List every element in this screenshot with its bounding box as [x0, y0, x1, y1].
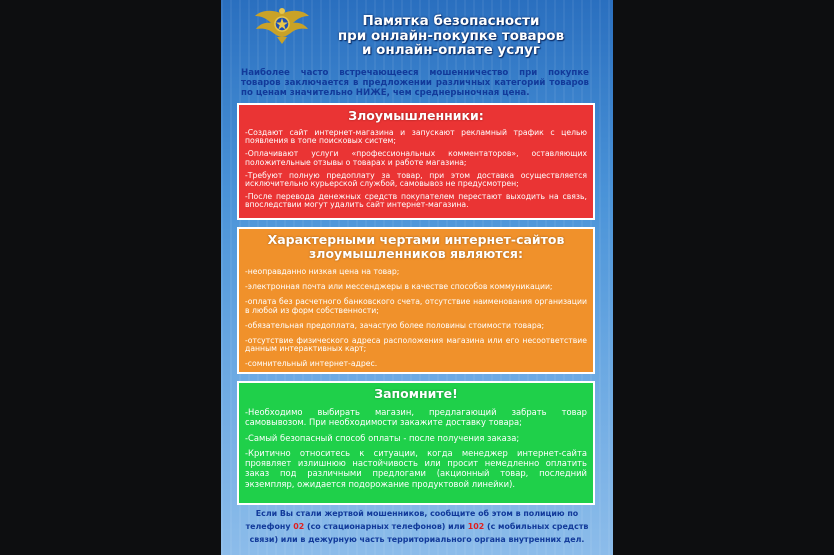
features-title-line-2: злоумышленников являются:	[309, 246, 523, 261]
police-contact-note	[235, 507, 599, 546]
fraudsters-list	[239, 129, 593, 210]
list-item: -Самый безопасный способ оплаты - после получения заказа;	[245, 432, 520, 443]
list-item: -Необходимо выбирать магазин, предлагающий забрать товар самовывозом. При необходимости закажите доставку товара;	[245, 407, 587, 428]
footer-text-2: (со стационарных телефонов) или	[304, 522, 468, 531]
footer-text-3: (с мобильных средств связи) или в дежурную часть территориального органа внутренних дел.	[249, 522, 589, 544]
features-title	[239, 233, 593, 261]
list-item: -отсутствие физического адреса расположения магазина или его несоответствие данным интерактивных карт;	[245, 336, 587, 354]
features-box	[237, 227, 595, 374]
emergency-number-102: 102	[467, 522, 485, 531]
remember-list	[239, 407, 593, 489]
intro-text: Наиболее часто встречающееся мошенничество при покупке товаров заключается в предложении различных категорий товаров по ценам значительно НИЖЕ, чем среднерыночная цена.	[241, 68, 589, 98]
remember-box	[237, 381, 595, 505]
list-item: -сомнительный интернет-адрес.	[245, 359, 378, 369]
safety-memo-poster	[221, 0, 613, 555]
list-item: -неоправданно низкая цена на товар;	[245, 267, 400, 276]
list-item: -Оплачивают услуги «профессиональных комментаторов», оставляющих положительные отзывы о товарах и работе магазина;	[245, 149, 587, 167]
footer-text-1: Если Вы стали жертвой мошенников, сообщите об этом в полицию по телефону	[245, 509, 579, 531]
features-title-line-1: Характерными чертами интернет-сайтов	[267, 232, 565, 247]
features-list	[239, 268, 593, 369]
fraudsters-title: Злоумышленники:	[348, 108, 484, 123]
list-item: -После перевода денежных средств покупателем перестают выходить на связь, впоследствии могут удалить сайт интернет-магазина.	[245, 192, 587, 210]
list-item: -обязательная предоплата, зачастую более половины стоимости товара;	[245, 320, 545, 330]
title-line-1: Памятка безопасности	[362, 13, 540, 29]
remember-title: Запомните!	[374, 386, 458, 401]
emergency-number-02: 02	[293, 522, 305, 531]
list-item: -оплата без расчетного банковского счета, отсутствие наименования организации в любой из форм собственности;	[245, 297, 587, 315]
list-item: -Создают сайт интернет-магазина и запускают рекламный трафик с целью появления в топе поисковых систем;	[245, 128, 587, 146]
list-item: -электронная почта или мессенджеры в качестве способов коммуникации;	[245, 282, 553, 292]
poster-title	[301, 14, 601, 58]
list-item: -Критично относитесь к ситуации, когда менеджер интернет-сайта проявляет излишнюю настойчивость или просит немедленно оплатить заказ под различными предлогами (акционный товар, последний экземпляр, ожидается подорожание продуктовой линейки).	[245, 447, 587, 489]
list-item: -Требуют полную предоплату за товар, при этом доставка осуществляется исключительно курьерской службой, самовывоз не предусмотрен;	[245, 170, 587, 189]
fraudsters-box	[237, 103, 595, 220]
title-line-3: и онлайн-оплате услуг	[362, 42, 540, 58]
title-line-2: при онлайн-покупке товаров	[337, 27, 565, 44]
